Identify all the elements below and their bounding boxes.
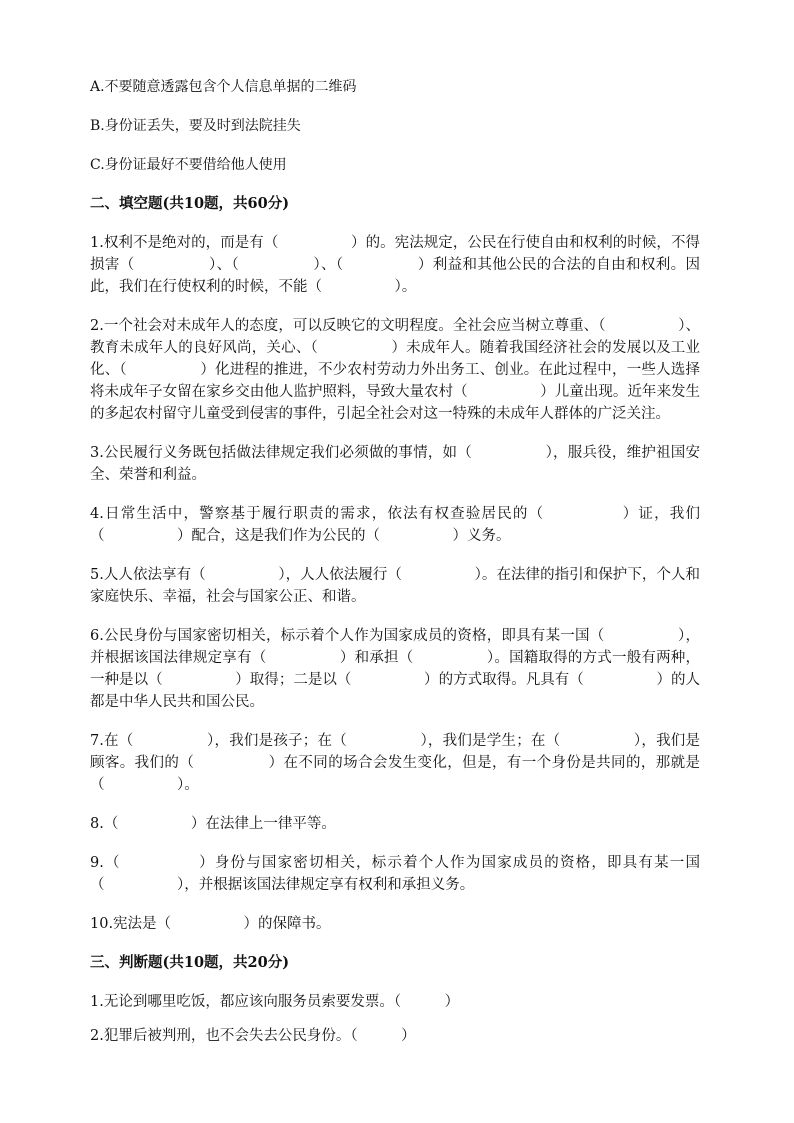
tf-question-1: 1.无论到哪里吃饭，都应该向服务员索要发票。（ ）: [90, 994, 460, 1010]
section-title-true-false: 三、判断题(共10题，共20分): [90, 954, 290, 971]
fill-question-9: 9.（ ）身份与国家密切相关，标示着个人作为国家成员的资格，即具有某一国（ ），并根据该国法律规定享有权利和承担义务。: [90, 855, 700, 893]
option-b: B.身份证丢失，要及时到法院挂失: [90, 118, 301, 134]
fill-question-8: 8.（ ）在法律上一律平等。: [90, 816, 336, 832]
fill-question-6: 6.公民身份与国家密切相关，标示着个人作为国家成员的资格，即具有某一国（ ），并根据该国法律规定享有（ ）和承担（ ）。国籍取得的方式一般有两种，一种是以（ ）取得；二是以（ ）的方式取得。凡具有（ ）的人都是中华人民共和国公民。: [90, 628, 700, 710]
fill-question-7: 7.在（ ），我们是孩子；在（ ），我们是学生；在（ ），我们是顾客。我们的（ ）在不同的场合会发生变化，但是，有一个身份是共同的，那就是（ ）。: [90, 733, 700, 793]
tf-question-2: 2.犯罪后被判刑，也不会失去公民身份。（ ）: [90, 1028, 416, 1044]
option-c: C.身份证最好不要借给他人使用: [90, 157, 287, 173]
section-title-fill-blank: 二、填空题(共10题，共60分): [90, 195, 290, 212]
fill-question-2: 2.一个社会对未成年人的态度，可以反映它的文明程度。全社会应当树立尊重、（ ）、教育未成年人的良好风尚，关心、（ ）未成年人。随着我国经济社会的发展以及工业化、（ ）化进程的推进，不少农村劳动力外出务工、创业。在此过程中，一些人选择将未成年子女留在家乡交由他人监护照料，导致大量农村（ ）儿童出现。近年来发生的多起农村留守儿童受到侵害的事件，引起全社会对这一特殊的未成年人群体的广泛关注。: [90, 318, 700, 422]
fill-question-10: 10.宪法是（ ）的保障书。: [90, 916, 331, 932]
option-a: A.不要随意透露包含个人信息单据的二维码: [90, 79, 357, 95]
fill-question-5: 5.人人依法享有（ ），人人依法履行（ ）。在法律的指引和保护下，个人和家庭快乐、幸福，社会与国家公正、和谐。: [90, 567, 700, 605]
fill-question-1: 1.权利不是绝对的，而是有（ ）的。宪法规定，公民在行使自由和权利的时候，不得损害（ ）、（ ）、（ ）利益和其他公民的合法的自由和权利。因此，我们在行使权利的时候，不能（ ）。: [90, 235, 700, 295]
fill-question-4: 4.日常生活中，警察基于履行职责的需求，依法有权查验居民的（ ）证，我们（ ）配合，这是我们作为公民的（ ）义务。: [90, 506, 700, 544]
fill-question-3: 3.公民履行义务既包括做法律规定我们必须做的事情，如（ ），服兵役，维护祖国安全、荣誉和利益。: [90, 445, 700, 483]
